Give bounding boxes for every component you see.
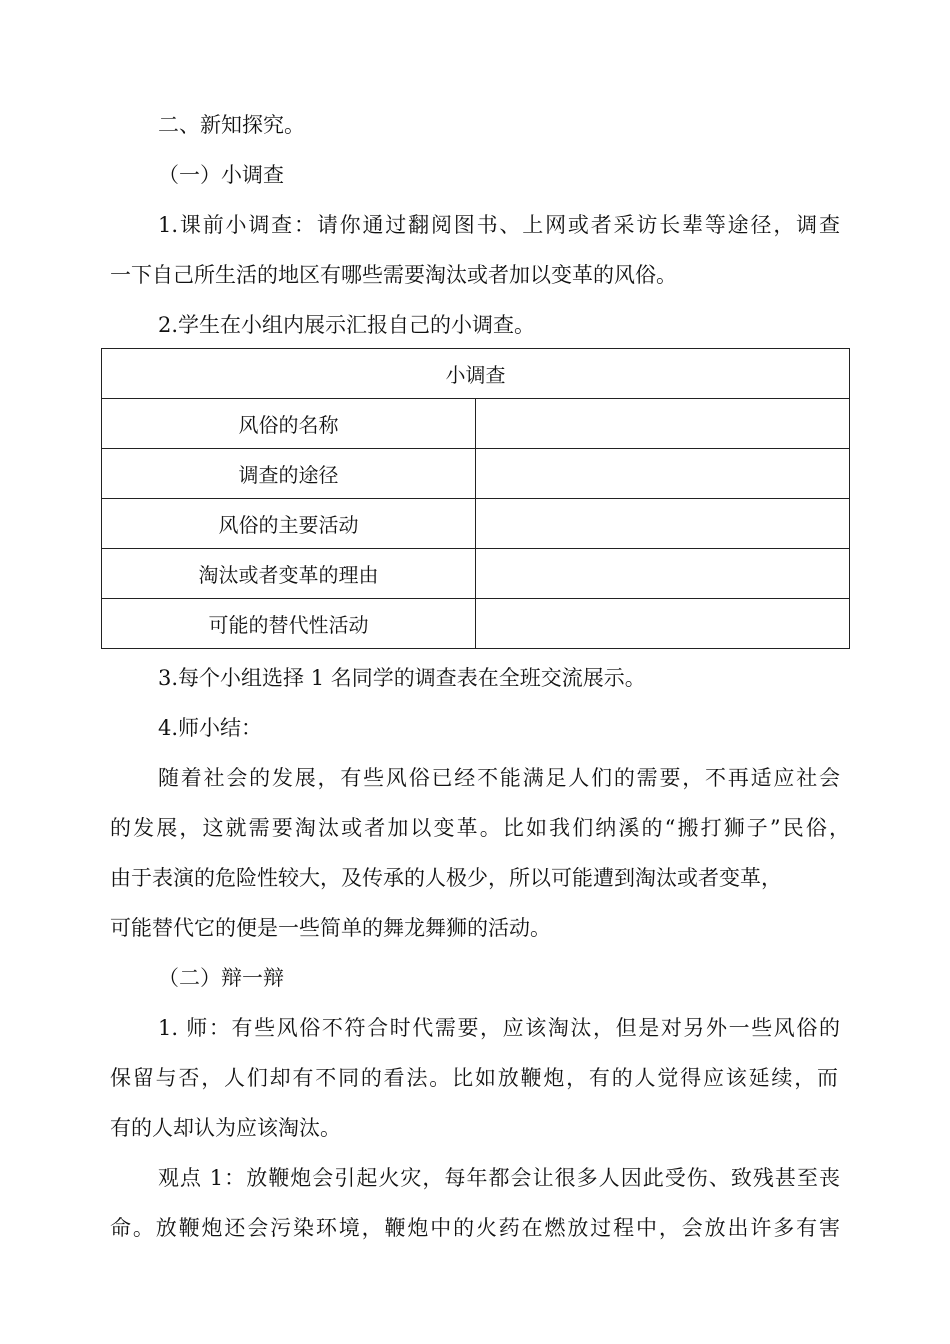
table-row [102, 449, 850, 499]
summary-line-1: 随着社会的发展，有些风俗已经不能满足人们的需要，不再适应社会 [158, 766, 840, 790]
table-row [102, 499, 850, 549]
table-row [102, 549, 850, 599]
table-row-label: 风俗的名称 [102, 399, 476, 449]
table-row-label: 可能的替代性活动 [102, 599, 476, 649]
table-row-value[interactable] [476, 449, 850, 499]
table-row-label: 调查的途径 [102, 449, 476, 499]
table-row-value[interactable] [476, 399, 850, 449]
sub-heading-survey: （一）小调查 [158, 163, 284, 187]
table-row [102, 399, 850, 449]
view-1-line-2: 命。放鞭炮还会污染环境，鞭炮中的火药在燃放过程中，会放出许多有害 [110, 1216, 840, 1240]
survey-table [101, 348, 850, 649]
table-row-label: 淘汰或者变革的理由 [102, 549, 476, 599]
item-1-line-2: 一下自己所生活的地区有哪些需要淘汰或者加以变革的风俗。 [110, 263, 677, 287]
survey-table-title: 小调查 [102, 349, 850, 399]
summary-line-2: 的发展，这就需要淘汰或者加以变革。比如我们纳溪的“搬打狮子”民俗， [110, 816, 850, 840]
table-row-value[interactable] [476, 499, 850, 549]
debate-line-1: 1. 师：有些风俗不符合时代需要，应该淘汰，但是对另外一些风俗的 [158, 1016, 840, 1040]
sub-heading-debate: （二）辩一辩 [158, 966, 284, 990]
item-4: 4.师小结： [158, 716, 263, 740]
summary-line-3: 由于表演的危险性较大，及传承的人极少，所以可能遭到淘汰或者变革， [110, 866, 782, 890]
debate-line-3: 有的人却认为应该淘汰。 [110, 1116, 341, 1140]
section-heading: 二、新知探究。 [158, 113, 305, 137]
summary-line-4: 可能替代它的便是一些简单的舞龙舞狮的活动。 [110, 916, 551, 940]
table-row-value[interactable] [476, 549, 850, 599]
view-1-line-1: 观点 1：放鞭炮会引起火灾，每年都会让很多人因此受伤、致残甚至丧 [158, 1166, 840, 1190]
table-row-value[interactable] [476, 599, 850, 649]
item-3: 3.每个小组选择 1 名同学的调查表在全班交流展示。 [158, 666, 646, 690]
table-row [102, 599, 850, 649]
item-1-line-1: 1.课前小调查：请你通过翻阅图书、上网或者采访长辈等途径，调查 [158, 213, 840, 237]
debate-line-2: 保留与否，人们却有不同的看法。比如放鞭炮，有的人觉得应该延续，而 [110, 1066, 838, 1090]
table-row-label: 风俗的主要活动 [102, 499, 476, 549]
item-2: 2.学生在小组内展示汇报自己的小调查。 [158, 313, 536, 337]
